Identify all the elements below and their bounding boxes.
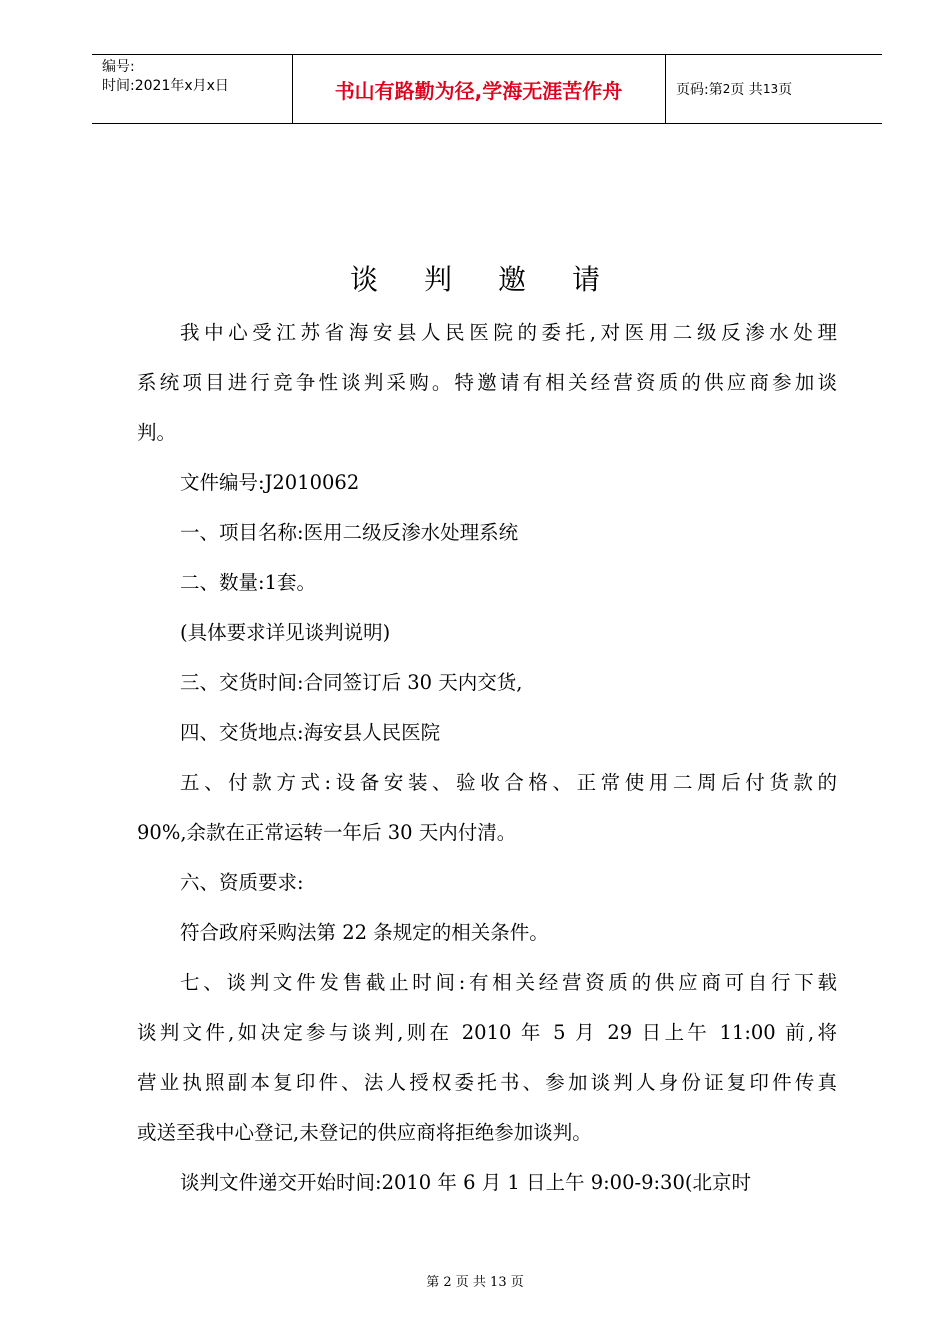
header-page-indicator <box>666 55 882 123</box>
delivery-time-item: 三、交货时间:合同签订后 30 天内交货, <box>180 671 523 694</box>
intro-paragraph <box>137 308 837 458</box>
submission-start-item: 谈判文件递交开始时间:2010 年 6 月 1 日上午 9:00-9:30(北京时 <box>180 1171 751 1194</box>
page-total: 13 <box>762 82 779 96</box>
intro-line: 判。 <box>137 421 177 444</box>
page-label-suffix: 页 <box>778 82 793 98</box>
quantity-item: 二、数量:1套。 <box>180 571 316 594</box>
document-number-label: 编号: <box>102 59 135 75</box>
intro-line: 我中心受江苏省海安县人民医院的委托,对医用二级反渗水处理 <box>180 321 837 344</box>
payment-item <box>137 758 837 858</box>
sale-deadline-line: 营业执照副本复印件、法人授权委托书、参加谈判人身份证复印件传真 <box>137 1071 837 1094</box>
document-title: 谈判邀请 <box>349 263 646 296</box>
quantity-note: (具体要求详见谈判说明) <box>180 621 391 644</box>
intro-line: 系统项目进行竞争性谈判采购。特邀请有相关经营资质的供应商参加谈 <box>137 371 837 394</box>
qualification-detail: 符合政府采购法第 22 条规定的相关条件。 <box>180 921 549 944</box>
page-current: 2 <box>722 82 731 96</box>
qualification-item: 六、资质要求: <box>180 871 304 894</box>
document-time-label: 时间:2021年x月x日 <box>102 78 229 94</box>
project-name-item: 一、项目名称:医用二级反渗水处理系统 <box>180 521 519 544</box>
page-footer: 第 2 页 共 13 页 <box>426 1275 524 1290</box>
sale-deadline-item <box>137 958 837 1158</box>
page-label-prefix: 页码:第 <box>676 82 723 98</box>
payment-line: 五、付款方式:设备安装、验收合格、正常使用二周后付货款的 <box>180 771 837 794</box>
sale-deadline-line: 或送至我中心登记,未登记的供应商将拒绝参加谈判。 <box>137 1121 592 1144</box>
header-motto: 书山有路勤为径,学海无涯苦作舟 <box>292 55 666 123</box>
delivery-place-item: 四、交货地点:海安县人民医院 <box>180 721 441 744</box>
document-body <box>137 308 837 1208</box>
page-header <box>92 54 882 124</box>
page-label-mid: 页 共 <box>730 82 763 98</box>
sale-deadline-line: 谈判文件,如决定参与谈判,则在 2010 年 5 月 29 日上午 11:00 前,将 <box>137 1021 837 1044</box>
payment-line: 90%,余款在正常运转一年后 30 天内付清。 <box>137 821 517 844</box>
sale-deadline-line: 七、谈判文件发售截止时间:有相关经营资质的供应商可自行下载 <box>180 971 837 994</box>
file-number: 文件编号:J2010062 <box>180 471 360 494</box>
header-meta-cell <box>92 55 293 123</box>
